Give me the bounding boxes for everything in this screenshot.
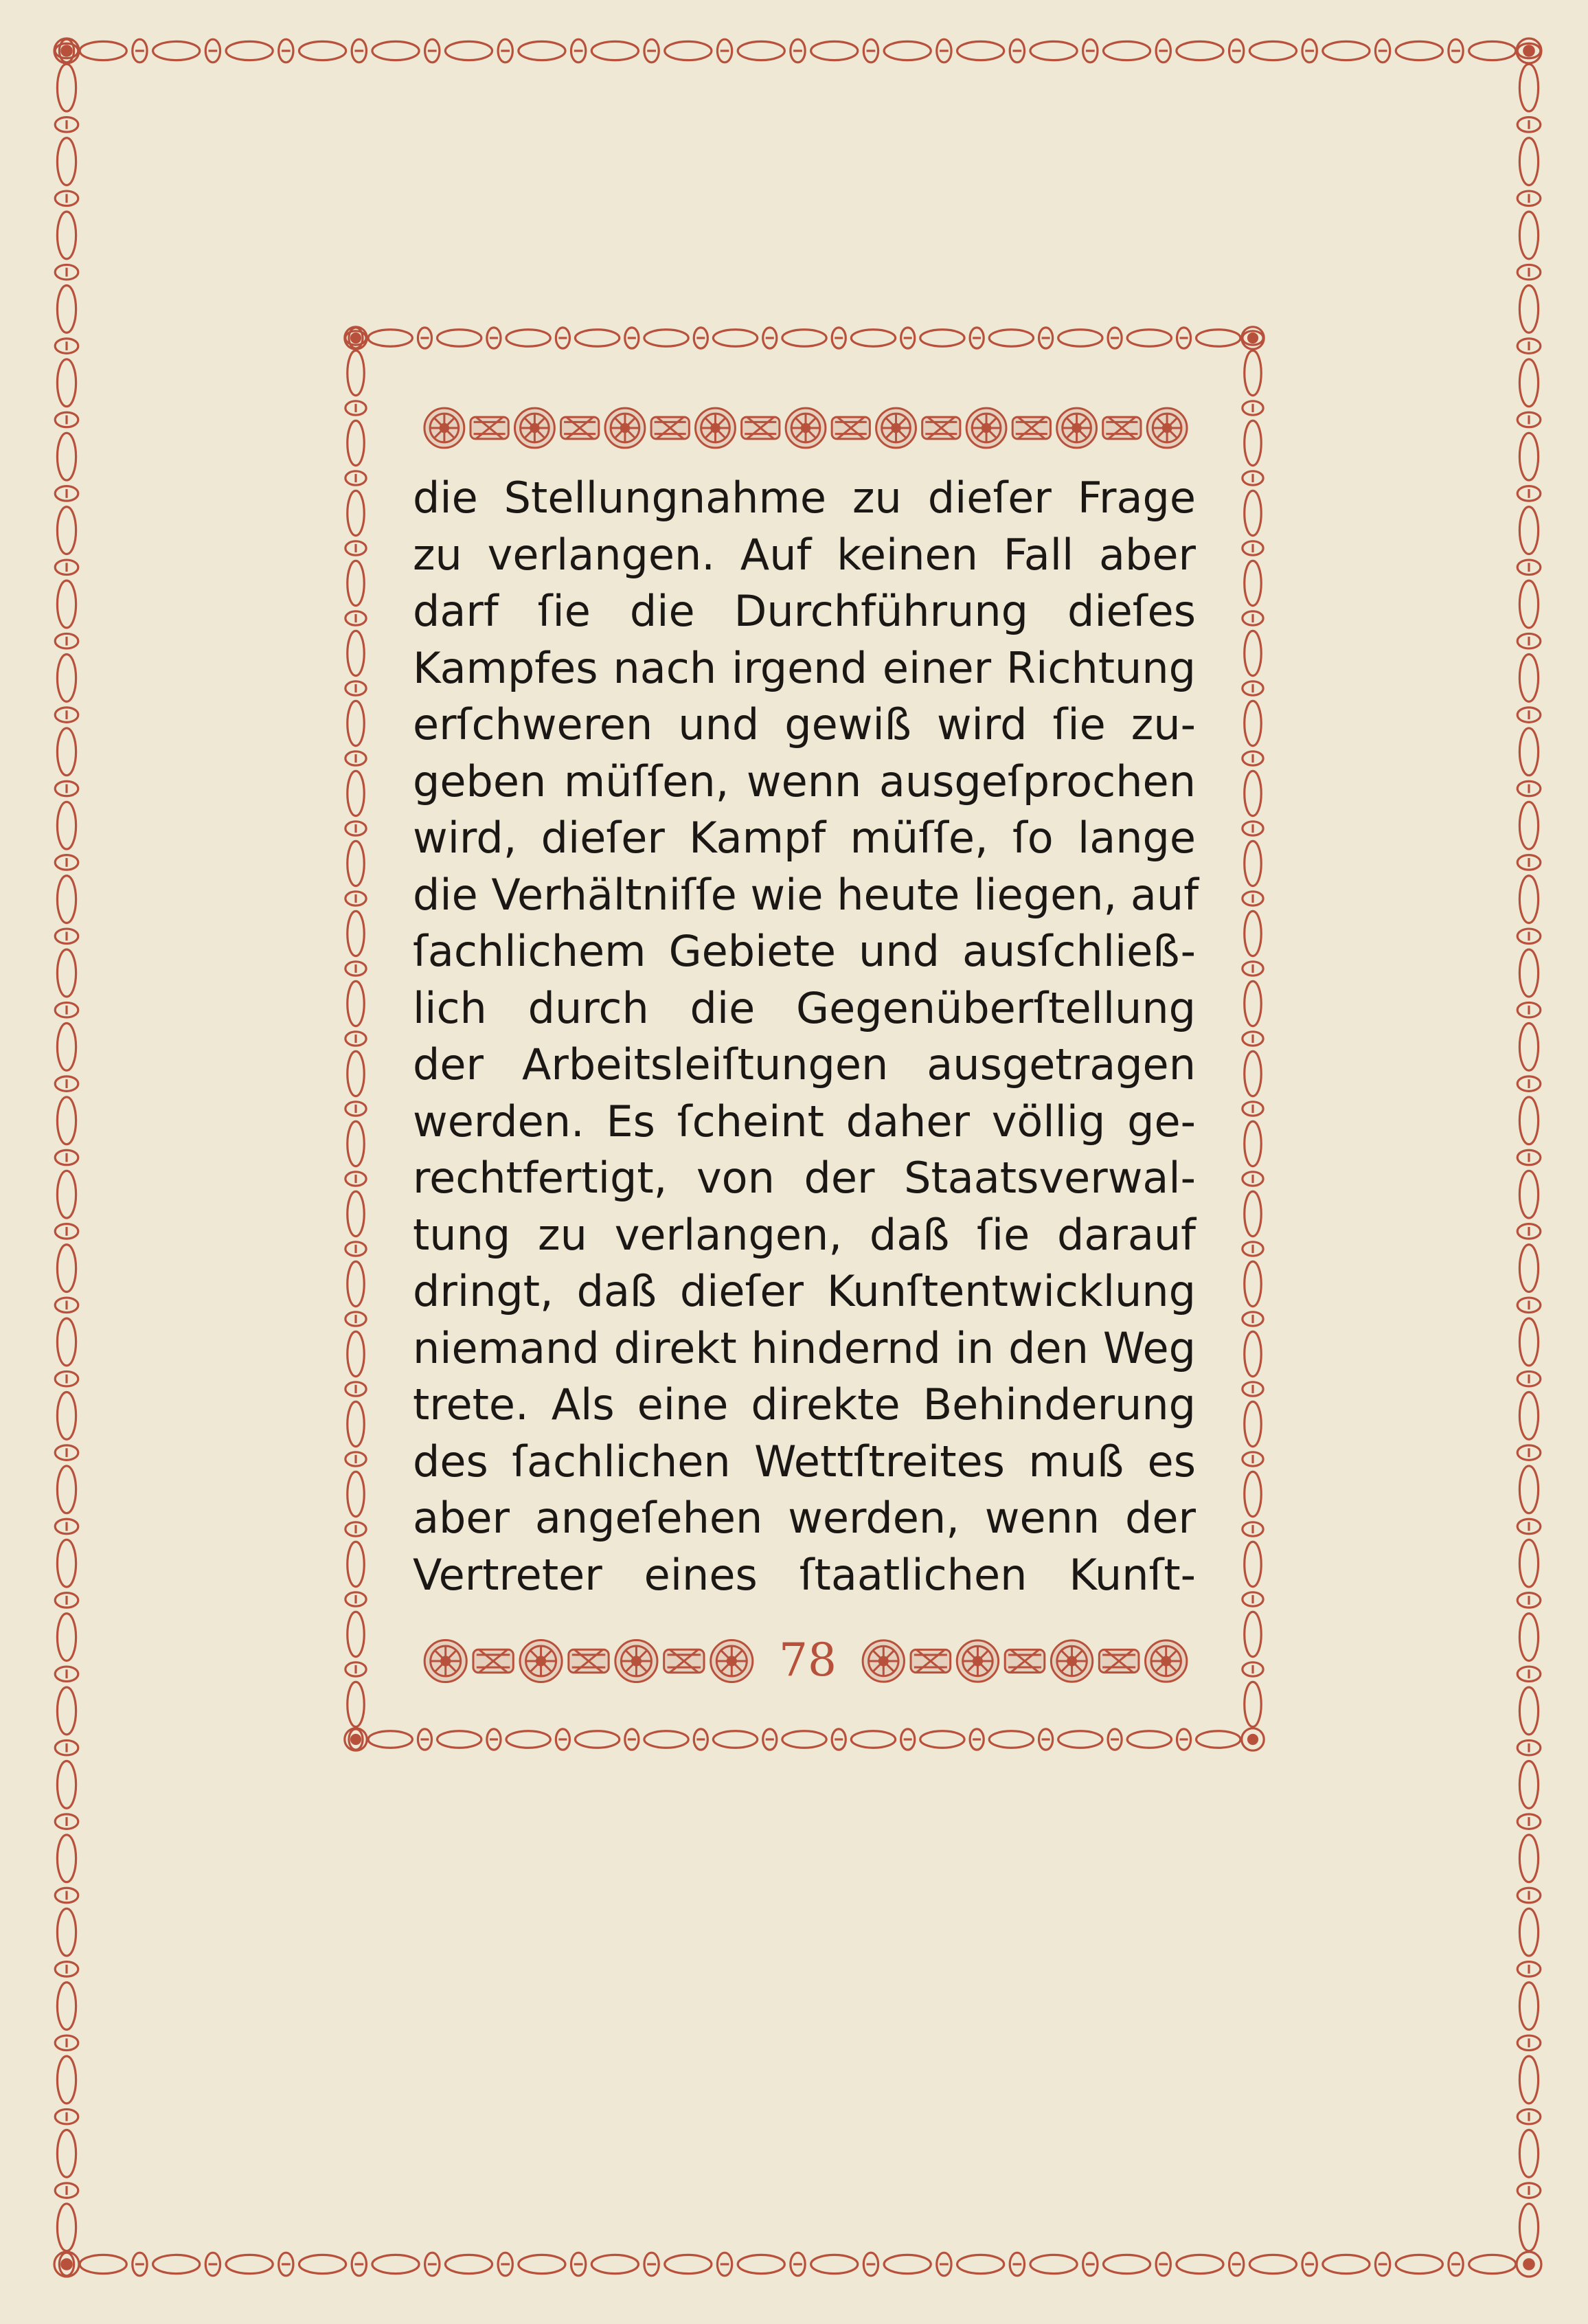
rosette-band-icon [860, 1637, 1190, 1685]
bottom-right-rosette-band [860, 1637, 1190, 1685]
text-line: niemand direkt hindernd in den Weg [413, 1322, 1196, 1373]
text-line: der Arbeitsleiſtungen ausgetragen [413, 1039, 1196, 1090]
text-line: dringt, daß dieſer Kunſtentwicklung [413, 1266, 1196, 1316]
page-body-text [413, 470, 1199, 1603]
text-line: die Verhältniſſe wie heute liegen, auf [413, 869, 1199, 920]
page-number: 78 [779, 1634, 837, 1686]
text-line: geben müſſen, wenn ausgeſprochen [413, 756, 1196, 806]
text-line: rechtfertigt, von der Staatsverwal- [413, 1153, 1196, 1203]
text-line: Kampfes nach irgend einer Richtung [413, 642, 1196, 693]
text-line: wird, dieſer Kampf müſſe, ſo lange [413, 813, 1196, 863]
text-line: werden. Es ſcheint daher völlig ge- [413, 1096, 1196, 1147]
top-rosette-band [422, 405, 1190, 451]
text-line: darf ſie die Durchführung dieſes [413, 586, 1196, 636]
text-line: erſchweren und gewiß wird ſie zu- [413, 699, 1196, 749]
text-line: ſachlichem Gebiete und ausſchließ- [413, 926, 1196, 976]
text-line: Vertreter eines ſtaatlichen Kunſt- [413, 1549, 1196, 1600]
rosette-band-icon [422, 1637, 756, 1685]
text-line: lich durch die Gegenüberſtellung [413, 982, 1196, 1033]
text-line: tung zu verlangen, daß ſie darauf [413, 1209, 1196, 1260]
text-line: zu verlangen. Auf keinen Fall aber [413, 529, 1196, 580]
rosette-band-icon [422, 405, 1190, 451]
bottom-left-rosette-band [422, 1637, 756, 1685]
text-line: des ſachlichen Wettſtreites muß es [413, 1436, 1196, 1487]
text-line: die Stellungnahme zu dieſer Frage [413, 473, 1196, 523]
text-line: aber angeſehen werden, wenn der [413, 1493, 1196, 1543]
text-line: trete. Als eine direkte Behinderung [413, 1379, 1196, 1430]
